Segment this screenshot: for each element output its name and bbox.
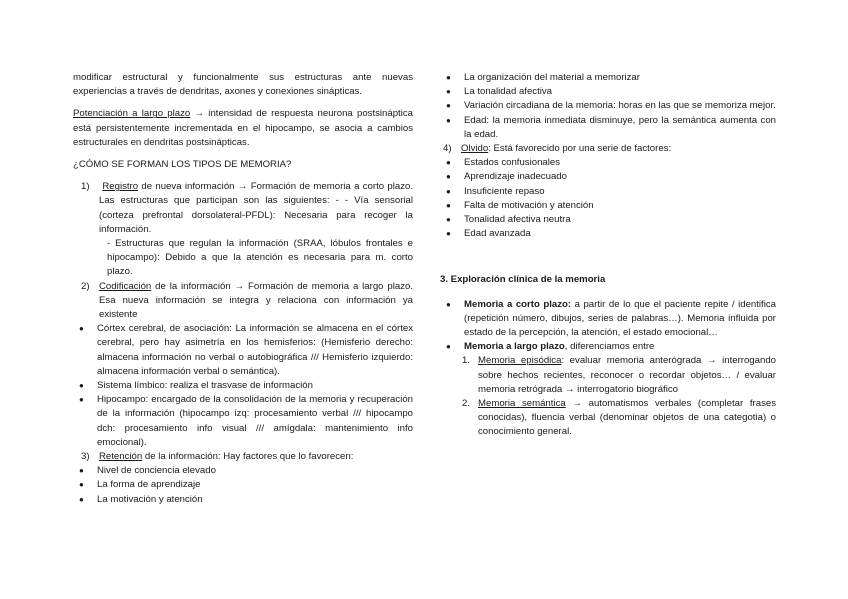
corto-term: Memoria a corto plazo: <box>464 298 572 310</box>
bullet-icon: ● <box>446 172 451 182</box>
olvido-text: : Está favorecido por una serie de factores: <box>488 143 672 155</box>
semantica-term: Memoria semántica <box>478 398 566 410</box>
bullet-icon: ● <box>446 115 451 125</box>
sub-number: 1. <box>462 355 471 367</box>
olvido-term: Olvido <box>461 143 489 155</box>
step-number: 4) <box>443 143 452 155</box>
list-item <box>440 199 776 213</box>
list-item <box>440 213 776 227</box>
largo-text: , diferenciamos entre <box>564 341 655 353</box>
list-item-text: Tonalidad afectiva neutra <box>464 214 571 226</box>
list-item <box>440 185 776 199</box>
list-item-text: Sistema límbico: realiza el trasvase de información <box>97 380 313 392</box>
registro-sub <box>73 237 413 280</box>
sub-text <box>478 397 776 440</box>
bullet-icon: ● <box>446 200 451 210</box>
list-item-text: La forma de aprendizaje <box>97 479 201 491</box>
list-item-text: Edad avanzada <box>464 228 531 240</box>
step-text <box>461 142 776 156</box>
list-item-text: Hipocampo: encargado de la consolidación de la memoria y recuperación de la información (hipocampo izq: procesamiento verbal /// hipocampo dch: procesamiento info visual /// amígdala: mantenimiento info emocional). <box>97 394 413 448</box>
bullet-icon: ● <box>79 381 84 391</box>
list-item-text: Córtex cerebral, de asociación: La información se almacena en el córtex cerebral, pero hay asimetría en los hemisferios: (Hemisferio derecho: almacena información no verbal o autobiográfica /// Hemisferio izquierdo: almacena información verbal o semántica). <box>97 323 413 377</box>
bullet-icon: ● <box>446 299 451 309</box>
bullet-icon: ● <box>446 229 451 239</box>
bullet-icon: ● <box>446 158 451 168</box>
list-item-text: Variación circadiana de la memoria: horas en las que se memoriza mejor. <box>464 100 776 112</box>
list-item-text: La motivación y atención <box>97 493 203 505</box>
sub-item-semantica <box>440 397 776 440</box>
list-item-text: Estados confusionales <box>464 157 560 169</box>
codificacion-text: de la información → Formación de memoria a largo plazo. Esa nueva información se integra y relaciona con información ya existente <box>99 280 413 321</box>
list-item-text <box>464 340 776 354</box>
step-number: 1) <box>81 181 90 193</box>
bullet-icon: ● <box>446 342 451 352</box>
step-registro <box>73 180 413 237</box>
retencion-text: de la información: Hay factores que lo favorecen: <box>142 451 354 463</box>
list-item-text: Nivel de conciencia elevado <box>97 465 216 477</box>
list-item <box>440 340 776 354</box>
largo-term: Memoria a largo plazo <box>464 341 565 353</box>
step-number: 2) <box>81 280 90 292</box>
list-item <box>440 71 776 85</box>
sub-item-episodica <box>440 354 776 397</box>
registro-text: de nueva información → Formación de memoria a corto plazo. Las estructuras que participan son las siguientes: - - Vía sensorial (corteza prefrontal dorsolateral-PFDL): Necesaria para recoger la información. <box>99 181 414 235</box>
bullet-icon: ● <box>79 480 84 490</box>
list-item <box>73 379 413 393</box>
corto-text: a partir de lo que el paciente repite / identifica (repetición número, dibujos, series de palabras…). Memoria influida por estado de la percepción, la atención, el estado emocional… <box>464 298 776 339</box>
step-text <box>99 280 413 323</box>
codificacion-term: Codificación <box>99 280 152 292</box>
step-text <box>99 180 413 237</box>
list-item <box>73 493 413 507</box>
episodica-term: Memoria episódica <box>478 355 562 367</box>
list-item-text: Edad: la memoria inmediata disminuye, pero la semántica aumenta con la edad. <box>464 114 776 140</box>
step-codificacion <box>73 280 413 323</box>
intro-paragraph: modificar estructural y funcionalmente sus estructuras ante nuevas experiencias a través de dendritas, axones y conexiones sinápticas. <box>73 72 413 98</box>
potenciacion-paragraph <box>73 107 413 150</box>
sub-text <box>478 354 776 397</box>
retencion-term: Retención <box>99 451 143 463</box>
bullet-icon: ● <box>446 101 451 111</box>
right-column <box>440 71 776 440</box>
bullet-icon: ● <box>79 395 84 405</box>
list-item <box>440 99 776 113</box>
section-title: 3. Exploración clínica de la memoria <box>440 274 606 286</box>
question-heading: ¿CÓMO SE FORMAN LOS TIPOS DE MEMORIA? <box>73 159 292 171</box>
list-item <box>73 478 413 492</box>
bullet-icon: ● <box>446 73 451 82</box>
list-item-text: Insuficiente repaso <box>464 185 545 197</box>
list-item <box>440 227 776 241</box>
step-text <box>99 450 413 464</box>
bullet-icon: ● <box>446 87 451 97</box>
list-item-text <box>464 298 776 341</box>
list-item-text: Aprendizaje inadecuado <box>464 171 567 183</box>
step-number: 3) <box>81 451 90 463</box>
list-item <box>73 393 413 450</box>
left-column <box>73 71 413 507</box>
list-item-text: La organización del material a memorizar <box>464 72 640 83</box>
potenciacion-text: → intensidad de respuesta neurona postsináptica está persistentemente incrementada en el hipocampo, se asocia a cambios estructurales en dendritas postsinápticas. <box>73 108 413 148</box>
bullet-icon: ● <box>446 186 451 196</box>
step-olvido <box>440 142 776 156</box>
bullet-icon: ● <box>446 215 451 225</box>
sub-number: 2. <box>462 398 471 410</box>
list-item <box>440 156 776 170</box>
potenciacion-term: Potenciación a largo plazo <box>73 108 191 120</box>
bullet-icon: ● <box>79 324 84 334</box>
list-item-text: La tonalidad afectiva <box>464 86 553 98</box>
bullet-icon: ● <box>79 494 84 504</box>
list-item <box>440 170 776 184</box>
list-item <box>73 322 413 379</box>
bullet-icon: ● <box>79 466 84 476</box>
episodica-text: : evaluar memoria anterógrada → interrogando sobre hechos recientes, reconocer o recordar objetos… / evaluar memoria retrógrada → interrogatorio biográfico <box>478 355 776 395</box>
registro-term: Registro <box>102 181 139 193</box>
list-item <box>440 114 776 142</box>
registro-sub-text: - Estructuras que regulan la información (SRAA, lóbulos frontales e hipocampo): Debido a que la atención es necesaria para m. corto plazo. <box>107 238 413 278</box>
list-item <box>73 464 413 478</box>
list-item <box>440 85 776 99</box>
semantica-text: → automatismos verbales (completar frases conocidas), fluencia verbal (denominar objetos de una categotia) o conocimiento general. <box>478 398 776 438</box>
list-item <box>440 298 776 341</box>
step-retencion <box>73 450 413 464</box>
list-item-text: Falta de motivación y atención <box>464 199 594 211</box>
